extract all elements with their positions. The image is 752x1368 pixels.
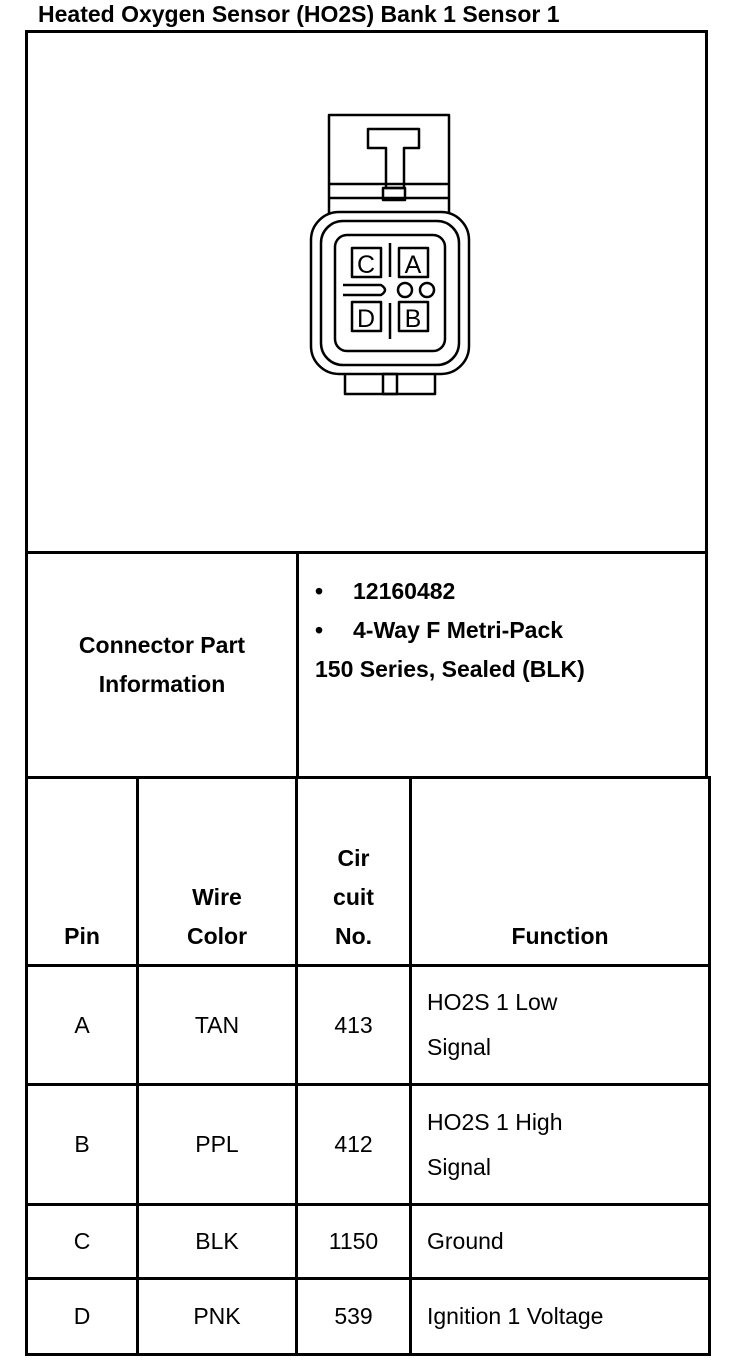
header-pin: Pin — [27, 778, 138, 966]
table-row — [27, 1279, 710, 1355]
page-title: Heated Oxygen Sensor (HO2S) Bank 1 Sensor 1 — [38, 1, 560, 27]
cell-function: HO2S 1 Low Signal — [411, 966, 710, 1085]
table-header-row — [27, 778, 710, 966]
connector-description-cont: 150 Series, Sealed (BLK) — [315, 656, 585, 682]
cell-function: Ground — [411, 1205, 710, 1279]
cell-wire-color: BLK — [138, 1205, 297, 1279]
part-number: 12160482 — [353, 578, 456, 604]
cell-pin: D — [27, 1279, 138, 1355]
cell-function: Ignition 1 Voltage — [411, 1279, 710, 1355]
part-number-line — [299, 572, 705, 611]
cell-wire-color: PPL — [138, 1085, 297, 1205]
connector-diagram — [28, 33, 711, 554]
bullet-icon: • — [315, 617, 324, 643]
cell-pin: A — [27, 966, 138, 1085]
bullet-icon: • — [315, 578, 324, 604]
cell-circuit: 539 — [297, 1279, 411, 1355]
header-circuit-no: Cir cuit No. — [297, 778, 411, 966]
pin-label-b: B — [404, 305, 422, 333]
cell-circuit: 413 — [297, 966, 411, 1085]
connector-part-info-value — [299, 572, 705, 689]
cell-pin: B — [27, 1085, 138, 1205]
cell-wire-color: PNK — [138, 1279, 297, 1355]
connector-description: 4-Way F Metri-Pack — [353, 617, 564, 643]
label-line: Connector Part — [78, 632, 246, 658]
description-line — [299, 611, 705, 650]
connector-part-info-row — [25, 551, 708, 776]
connector-part-info-label — [28, 554, 299, 776]
pin-label-a: A — [404, 251, 422, 279]
connector-diagram-panel — [25, 30, 708, 551]
table-row — [27, 1085, 710, 1205]
cell-function: HO2S 1 High Signal — [411, 1085, 710, 1205]
pin-label-c: C — [356, 251, 376, 279]
header-wire-color: Wire Color — [138, 778, 297, 966]
table-row — [27, 966, 710, 1085]
table-row — [27, 1205, 710, 1279]
cell-circuit: 1150 — [297, 1205, 411, 1279]
pin-table — [25, 776, 711, 1356]
cell-wire-color: TAN — [138, 966, 297, 1085]
cell-circuit: 412 — [297, 1085, 411, 1205]
header-function: Function — [411, 778, 710, 966]
label-line: Information — [98, 671, 226, 697]
cell-pin: C — [27, 1205, 138, 1279]
pin-label-d: D — [356, 305, 376, 333]
